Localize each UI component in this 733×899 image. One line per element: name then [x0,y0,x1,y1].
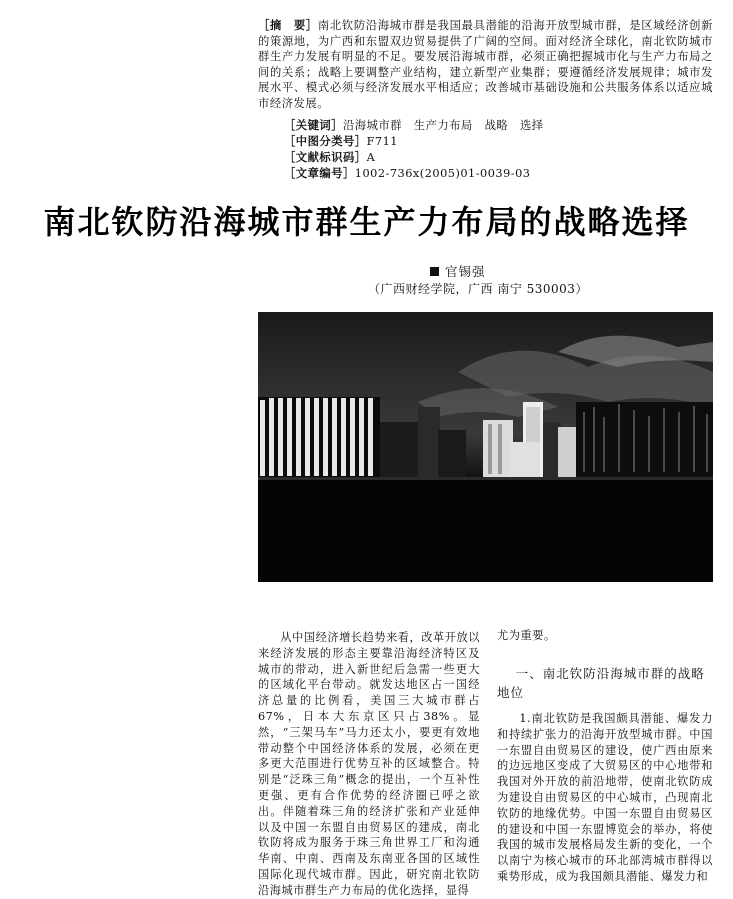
body-left-column: 从中国经济增长趋势来看，改革开放以来经济发展的形态主要靠沿海经济特区及城市的带动，进入新世纪后急需一些更大的区域化平台带动。就发达地区占一国经济总量的比例看，美国三大城市群占67%，日本大东京区只占38%。显然，“三架马车”马力还太小，要更有效地带动整个中国经济体系的发展，必须在更多更大范围进行优势互补的区域整合。特别是“泛珠三角”概念的提出，一个互补性更强、更有合作优势的经济圈已呼之欲出。伴随着珠三角的经济扩张和产业延伸以及中国一东盟自由贸易区的建成，南北钦防将成为服务于珠三角世界工厂和沟通华南、中南、西南及东南亚各国的区域性国际化现代城市群。因此，研究南北钦防沿海城市群生产力布局的优化选择，显得 [258,631,480,897]
keywords-label: ［关键词］ [284,118,343,132]
author [430,262,486,280]
affiliation: （广西财经学院，广西 南宁 530003） [368,282,588,296]
abstract [258,18,713,112]
clc-label: ［中图分类号］ [284,134,367,148]
article-no-label: ［文章编号］ [284,166,355,180]
doc-code-line [284,150,704,165]
article-no-value: 1002-736x(2005)01-0039-03 [354,167,531,180]
article-no-line [284,166,704,181]
abstract-label: ［摘 要］ [258,18,318,32]
abstract-text: 南北钦防沿海城市群是我国最具潜能的沿海开放型城市群，是区域经济创新的策源地，为广西和东盟双边贸易提供了广阔的空间。面对经济全球化，南北钦防城市群生产力发展有明显的不足。要发展沿海城市群，必须正确把握城市化与生产力布局之间的关系；战略上要调整产业结构，建立新型产业集群；要遵循经济发展规律；城市发展水平、模式必须与经济发展水平相适应；改善城市基础设施和公共服务体系以适应城市经济发展。 [258,19,713,110]
section-heading: 一、南北钦防沿海城市群的战略地位 [497,666,705,700]
keywords-line [284,118,704,133]
keywords-value: 沿海城市群 生产力布局 战略 选择 [343,119,544,132]
author-name: 官锡强 [445,264,486,279]
body-right-continuation: 尤为重要。 [497,629,556,642]
city-skyline-photo [258,312,713,582]
striped-building [258,397,380,477]
author-bullet-icon [430,267,439,276]
skyline-image [258,312,713,582]
article-title: 南北钦防沿海城市群生产力布局的战略选择 [43,203,690,241]
doc-code-value: A [366,151,376,164]
doc-code-label: ［文献标识码］ [284,150,367,164]
clc-value: F711 [366,135,398,148]
body-right-column: 1.南北钦防是我国颇具潜能、爆发力和持续扩张力的沿海开放型城市群。中国一东盟自由贸易区的建设，使广西由原来的边远地区变成了大贸易区的中心地带和我国对外开放的前沿地带，使南北钦防成为建设自由贸易区的中心城市，凸现南北钦防的地缘优势。中国一东盟自由贸易区的建设和中国一东盟博览会的举办，将使我国的城市发展格局发生新的变化，一个以南宁为核心城市的环北部湾城市群得以乘势形成，成为我国颇具潜能、爆发力和 [497,712,713,883]
clc-line [284,134,704,149]
